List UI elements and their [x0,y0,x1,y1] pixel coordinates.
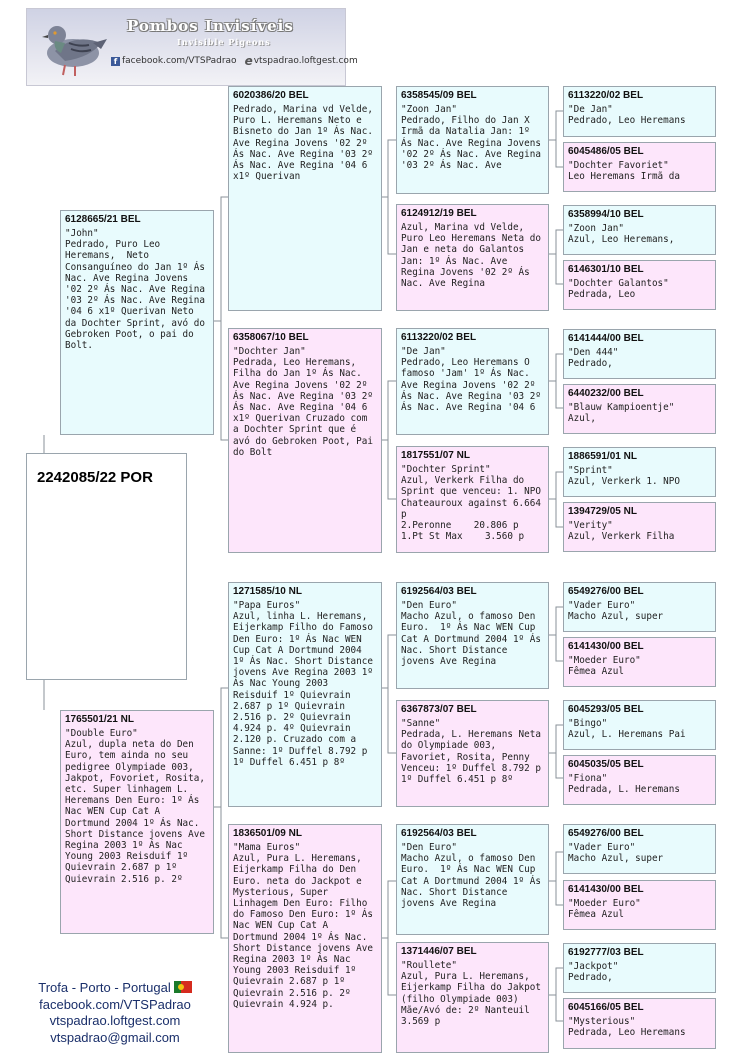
gen3-desc: "De Jan" Pedrado, Leo Heremans O famoso 'Jam' 1º Ás Nac. Ave Regina Jovens '02 2º Ás Nac. Ave Regina '03 2º Ás Nac. Ave Regina '04 6 [401,346,541,414]
header-subtitle: Invisible Pigeons [177,37,271,47]
gen4-ring: 6549276/00 BEL [568,828,644,839]
gen3-box-6 [396,700,549,807]
gen4-ring: 6549276/00 BEL [568,586,644,597]
gen4-desc: "Blauw Kampioentje" Azul, [568,402,675,425]
gen3-box-4 [396,446,549,553]
gen3-ring: 6192564/03 BEL [401,586,477,597]
gen4-box-15 [563,943,716,993]
gen4-desc: "Zoon Jan" Azul, Leo Heremans, [568,223,675,246]
gen2-desc: "Mama Euros" Azul, Pura L. Heremans, Eijerkamp Filha do Den Euro. neta do Jackpot e Mysterious, Super Linhagem Den Euro: Filho do Famoso Den Euro: 1º Ás Nac WEN Cup Cat A Dortmund 2004 1º Ás Nac. Short Distance jovens Ave Regina 2003 1º Ás Nac Young 2003 Reisduif 1º Quievrain 2.687 p 1º Quievrain 2.516 p. 2º Quievrain 4.924 p. [233,842,373,1010]
gen3-box-8 [396,942,549,1053]
gen4-ring: 6113220/02 BEL [568,90,644,101]
gen2-box-3 [228,582,382,807]
gen3-desc: "Den Euro" Macho Azul, o famoso Den Euro. 1º Ás Nac WEN Cup Cat A Dortmund 2004 1º Ás Nac. Short Distance jovens Ave Regina [401,600,541,668]
gen4-desc: "Moeder Euro" Fêmea Azul [568,655,641,678]
gen4-box-6 [563,384,716,434]
gen4-desc: "Fiona" Pedrada, L. Heremans [568,773,680,796]
gen4-desc: "De Jan" Pedrado, Leo Heremans [568,104,686,127]
gen2-desc: Pedrado, Marina vd Velde, Puro L. Heremans Neto e Bisneto do Jan 1º Ás Nac. Ave Regina Jovens '02 2º Ás Nac. Ave Regina '03 2º Ás Nac. Ave Regina '04 6 x1º Querivan [233,104,379,183]
gen4-ring: 6141430/00 BEL [568,641,644,652]
subject-box [26,453,187,680]
gen4-ring: 6045035/05 BEL [568,759,644,770]
gen2-ring: 6020386/20 BEL [233,90,309,101]
gen2-ring: 1836501/09 NL [233,828,302,839]
sire-box [60,210,214,435]
gen2-box-1 [228,86,382,311]
gen4-ring: 6358994/10 BEL [568,209,644,220]
footer-website-link[interactable]: vtspadrao.loftgest.com [49,1013,181,1028]
gen4-ring: 6146301/10 BEL [568,264,644,275]
gen4-desc: "Mysterious" Pedrada, Leo Heremans [568,1016,686,1039]
gen4-desc: "Vader Euro" Macho Azul, super [568,842,664,865]
gen4-desc: "Den 444" Pedrado, [568,347,619,370]
gen4-box-14 [563,880,716,930]
gen4-box-2 [563,142,716,192]
gen4-box-8 [563,502,716,552]
gen3-ring: 1817551/07 NL [401,450,470,461]
gen4-desc: "Vader Euro" Macho Azul, super [568,600,664,623]
footer-contact [20,980,210,1046]
gen2-ring: 1271585/10 NL [233,586,302,597]
gen3-ring: 1371446/07 BEL [401,946,477,957]
gen4-desc: "Bingo" Azul, L. Heremans Pai [568,718,686,741]
gen2-box-2 [228,328,382,553]
gen4-box-16 [563,998,716,1049]
gen3-desc: "Den Euro" Macho Azul, o famoso Den Euro. 1º Ás Nac WEN Cup Cat A Dortmund 2004 1º Ás Nac. Short Distance jovens Ave Regina [401,842,541,910]
gen3-desc: "Roullete" Azul, Pura L. Heremans, Eijerkamp Filha do Jakpot (filho Olympiade 003) Mãe/Avó de: 2º Nanteuil 3.569 p [401,960,541,1028]
gen4-box-13 [563,824,716,874]
gen2-ring: 6358067/10 BEL [233,332,309,343]
dam-desc: "Double Euro" Azul, dupla neta do Den Euro, tem ainda no seu pedigree Olympiade 003, Jakpot, Fovoriet, Rosita, etc. Super linhagem L. Heremans Den Euro: 1º Ás Nac WEN Cup Cat A Dortmund 2004 1º Ás Nac. Short Distance jovens Ave Regina 2003 1º Ás Nac Young 2003 Reisduif 1º Quievrain 2.687 p 1º Quievrain 2.516 p. 2º [65,728,205,885]
e-logo-icon: e [244,54,253,68]
gen3-ring: 6358545/09 BEL [401,90,477,101]
subject-ring: 2242085/22 POR [37,469,153,486]
gen3-ring: 6124912/19 BEL [401,208,477,219]
gen3-desc: "Dochter Sprint" Azul, Verkerk Filha do Sprint que venceu: 1. NPO Chateauroux against 6.664 p 2.Peronne 20.806 p 1.Pt St Max 3.560 p [401,464,541,543]
gen3-box-2 [396,204,549,311]
gen2-box-4 [228,824,382,1053]
footer-email-link[interactable]: vtspadrao@gmail.com [50,1029,180,1045]
gen3-ring: 6367873/07 BEL [401,704,477,715]
sire-desc: "John" Pedrado, Puro Leo Heremans, Neto Consanguíneo do Jan 1º Ás Nac. Ave Regina Jovens '02 2º Ás Nac. Ave Regina '03 2º Ás Nac. Ave Regina '04 6 x1º Querivan Neto da Dochter Sprint, avó do Gebroken Poot, o pai do Bolt. [65,228,205,352]
footer-location-line [20,980,210,997]
gen4-ring: 1394729/05 NL [568,506,637,517]
dam-ring: 1765501/21 NL [65,714,134,725]
gen3-box-5 [396,582,549,689]
gen4-ring: 6192777/03 BEL [568,947,644,958]
gen4-desc: "Dochter Galantos" Pedrada, Leo [568,278,669,301]
gen2-desc: "Papa Euros" Azul, linha L. Heremans, Eijerkamp Filho do Famoso Den Euro: 1º Ás Nac WEN Cup Cat A Dortmund 2004 1º Ás Nac. Short Distance jovens Ave Regina 2003 1º Ás Nac Young 2003 Reisduif 1º Quievrain 2.687 p 1º Quievrain 2.516 p. 2º Quievrain 4.924 p. 4º Quievrain 2.120 p. Cruzado com a Sanne: 1º Duffel 8.792 p 1º Duffel 6.451 p 8º [233,600,373,768]
header-facebook-link[interactable]: facebook.com/VTSPadrao [122,56,237,66]
portugal-flag-icon [174,981,192,993]
gen3-desc: Azul, Marina vd Velde, Puro Leo Heremans Neta do Jan e neta do Galantos Jan: 1º Ás Nac. Ave Regina Jovens '02 2º Ás Nac. Ave Regina [401,222,547,290]
gen3-box-1 [396,86,549,194]
gen4-box-7 [563,447,716,497]
facebook-icon: f [111,57,120,66]
gen4-box-4 [563,260,716,310]
gen4-desc: "Verity" Azul, Verkerk Filha [568,520,675,543]
header-title: Pombos Invisíveis [127,17,294,35]
gen3-desc: "Sanne" Pedrada, L. Heremans Neta do Olympiade 003, Favoriet, Rosita, Penny Venceu: 1º Duffel 8.792 p 1º Duffel 6.451 p 8º [401,718,541,786]
gen3-ring: 6113220/02 BEL [401,332,477,343]
gen4-box-1 [563,86,716,137]
gen3-ring: 6192564/03 BEL [401,828,477,839]
gen4-ring: 6045293/05 BEL [568,704,644,715]
dam-box [60,710,214,934]
gen4-desc: "Sprint" Azul, Verkerk 1. NPO [568,465,680,488]
gen4-box-10 [563,637,716,687]
footer-location: Trofa - Porto - Portugal [38,980,171,995]
gen4-ring: 1886591/01 NL [568,451,637,462]
header-website-link[interactable]: vtspadrao.loftgest.com [253,56,358,66]
gen4-desc: "Dochter Favoriet" Leo Heremans Irmã da [568,160,680,183]
gen2-desc: "Dochter Jan" Pedrada, Leo Heremans, Filha do Jan 1º Ás Nac. Ave Regina Jovens '02 2º Ás Nac. Ave Regina '03 2º Ás Nac. Ave Regina '04 6 x1º Querivan Cruzado com a Dochter Sprint que é avó do Gebroken Poot, Pai do Bolt [233,346,373,458]
gen4-desc: "Moeder Euro" Fêmea Azul [568,898,641,921]
gen4-box-11 [563,700,716,750]
gen4-ring: 6440232/00 BEL [568,388,644,399]
gen4-ring: 6045486/05 BEL [568,146,644,157]
gen3-box-3 [396,328,549,435]
sire-ring: 6128665/21 BEL [65,214,141,225]
gen4-ring: 6141444/00 BEL [568,333,644,344]
gen4-box-3 [563,205,716,255]
gen3-box-7 [396,824,549,935]
gen4-box-9 [563,582,716,632]
gen4-ring: 6045166/05 BEL [568,1002,644,1013]
gen3-desc: "Zoon Jan" Pedrado, Filho do Jan X Irmã da Natalia Jan: 1º Ás Nac. Ave Regina Jovens '02 2º Ás Nac. Ave Regina '03 2º Ás Nac. Ave [401,104,541,172]
gen4-box-5 [563,329,716,379]
footer-facebook-link[interactable]: facebook.com/VTSPadrao [39,996,191,1012]
gen4-box-12 [563,755,716,805]
gen4-ring: 6141430/00 BEL [568,884,644,895]
gen4-desc: "Jackpot" Pedrado, [568,961,619,984]
